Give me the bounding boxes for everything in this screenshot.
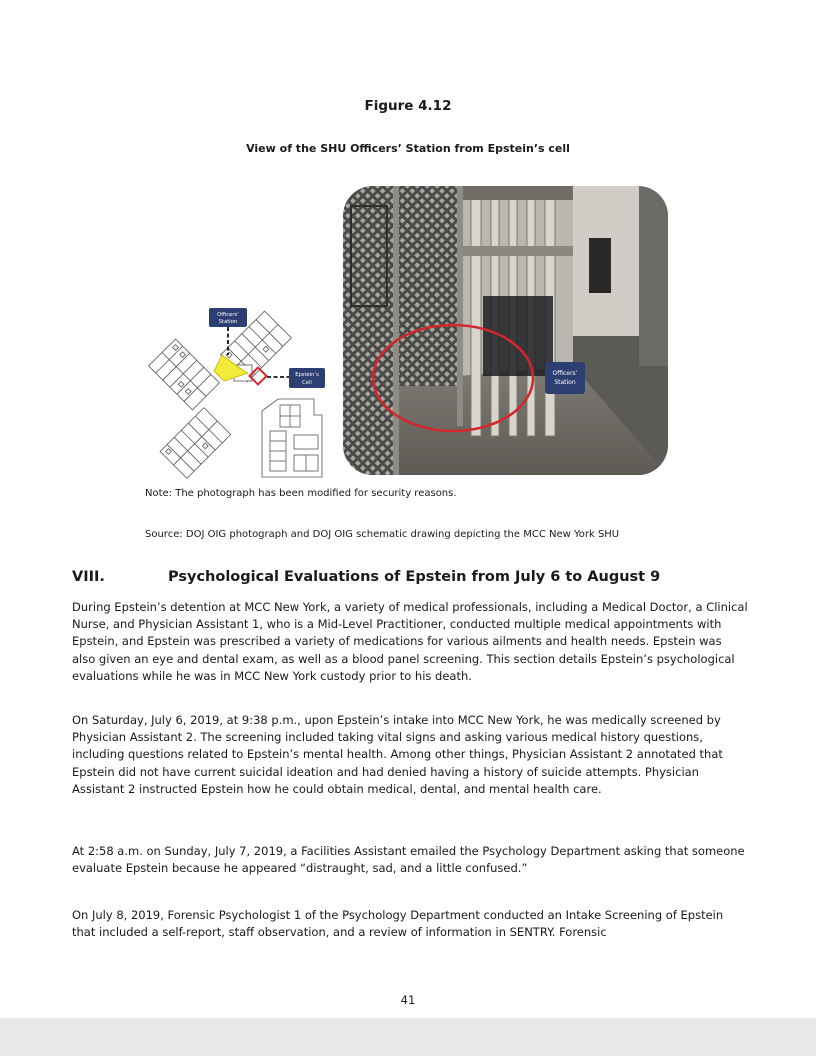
- page-number: 41: [400, 993, 416, 1007]
- upper-left-wing: [149, 339, 220, 410]
- section-number: VIII.: [72, 569, 105, 585]
- paragraph: At 2:58 a.m. on Sunday, July 7, 2019, a Facilities Assistant emailed the Psychology Department asking that someone evaluate Epstein because he appeared “distraught, sad, and a little confused.”: [72, 844, 745, 876]
- figure-note: Note: The photograph has been modified for security reasons.: [145, 488, 457, 499]
- figure-caption: View of the SHU Officers’ Station from Epstein’s cell: [246, 142, 570, 155]
- officers-station-booth: [483, 296, 553, 376]
- paragraph: During Epstein’s detention at MCC New York, a variety of medical professionals, including a Medical Doctor, a Clinical Nurse, and Physician Assistant 1, who is a Mid-Level Practitioner, conducted multiple medical appointments with Epstein, and Epstein was prescribed a variety of medications for various ailments and health needs. Epstein was also given an eye and dental exam, as well as a blood panel screening. This section details Epstein’s psychological evaluations while he was in MCC New York custody prior to his death.: [72, 600, 748, 683]
- wall-intercom: [589, 238, 611, 293]
- figure-number: Figure 4.12: [364, 98, 452, 114]
- epstein-cell-label-line1: Epstein’s: [295, 372, 319, 378]
- section-title: Psychological Evaluations of Epstein from July 6 to August 9: [168, 569, 661, 585]
- epstein-cell-label-line2: Cell: [302, 380, 312, 386]
- lower-left-wing: [160, 408, 231, 479]
- officers-station-label-line2: Station: [218, 319, 238, 325]
- photo-officers-station-label-box: [545, 362, 585, 394]
- officers-station-label-line1: Officers’: [217, 312, 239, 318]
- photo-officers-station-label-line2: Station: [554, 379, 576, 386]
- paragraph: On Saturday, July 6, 2019, at 9:38 p.m., upon Epstein’s intake into MCC New York, he was medically screened by Physician Assistant 2. The screening included taking vital signs and asking various medical history questions, including questions related to Epstein’s mental health. Among other things, Physician Assistant 2 annotated that Epstein did not have current suicidal ideation and had denied having a history of suicide attempts. Physician Assistant 2 instructed Epstein how he could obtain medical, dental, and mental health care.: [72, 713, 723, 796]
- cell-view-photograph: [343, 186, 668, 475]
- figure-source: Source: DOJ OIG photograph and DOJ OIG schematic drawing depicting the MCC New York SHU: [145, 529, 620, 540]
- lower-right-building: [262, 399, 322, 477]
- shu-schematic-drawing: [144, 303, 330, 487]
- photo-officers-station-label-line1: Officers’: [552, 370, 578, 377]
- paragraph: On July 8, 2019, Forensic Psychologist 1 of the Psychology Department conducted an Intake Screening of Epstein that included a self-report, staff observation, and a review of information in SENTRY. Forensic: [72, 908, 724, 940]
